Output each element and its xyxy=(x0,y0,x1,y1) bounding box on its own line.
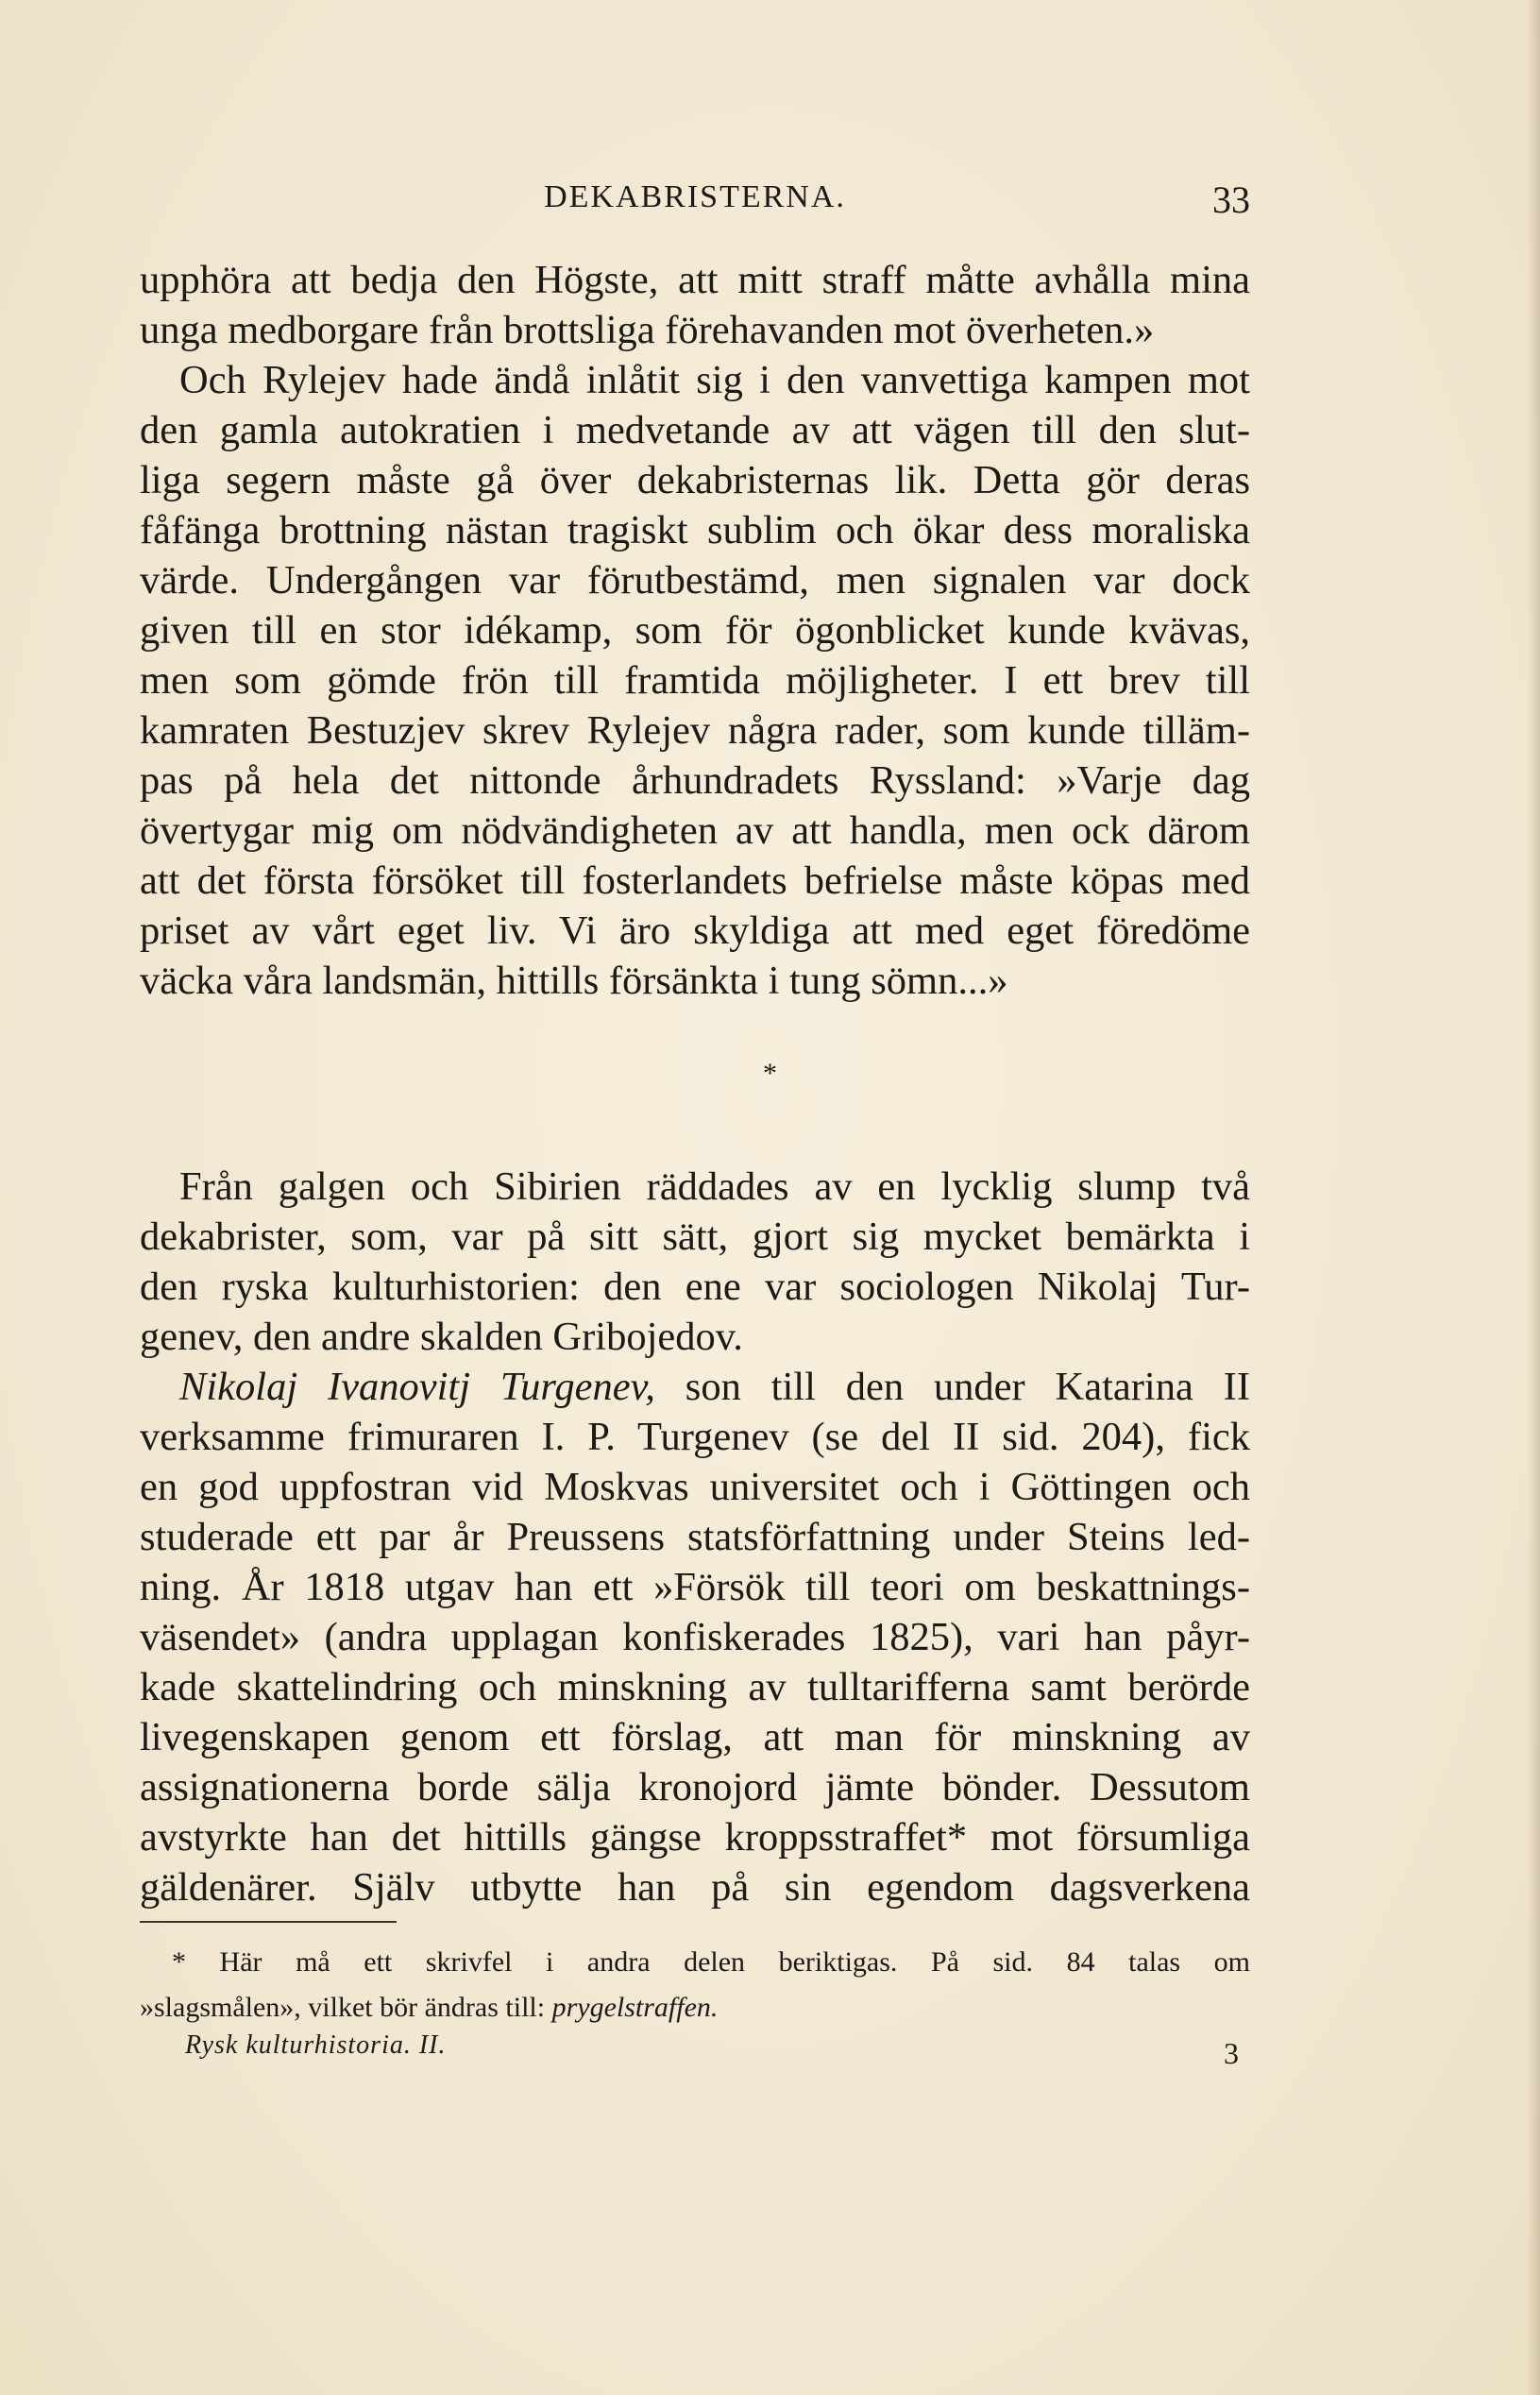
text-line: Från galgen och Sibirien räddades av en lycklig slump två xyxy=(179,1164,1250,1209)
text-line: väcka våra landsmän, hittills försänkta i tung sömn...» xyxy=(140,959,1008,1003)
text-line: men som gömde frön till framtida möjligheter. I ett brev till xyxy=(140,658,1250,703)
footnote-rule xyxy=(140,1921,397,1923)
text-line: verksamme frimuraren I. P. Turgenev (se del II sid. 204), fick xyxy=(140,1415,1250,1459)
text-line: pas på hela det nittonde århundradets Ryssland: »Varje dag xyxy=(140,758,1250,803)
text-line: upphöra att bedja den Högste, att mitt straff måtte avhålla mina xyxy=(140,258,1250,302)
text-line: assignationerna borde sälja kronojord jämte bönder. Dessutom xyxy=(140,1765,1250,1809)
running-head xyxy=(140,179,1250,232)
text-line: dekabrister, som, var på sitt sätt, gjort sig mycket bemärkta i xyxy=(140,1214,1250,1259)
text-line: studerade ett par år Preussens statsförfattning under Steins led- xyxy=(140,1515,1250,1559)
paragraph-a xyxy=(140,255,1250,1006)
text-line: väsendet» (andra upplagan konfiskerades 1825), vari han påyr- xyxy=(140,1615,1250,1659)
text-line: priset av vårt eget liv. Vi äro skyldiga att med eget föredöme xyxy=(140,909,1250,953)
text-line: Och Rylejev hade ändå inlåtit sig i den vanvettiga kampen mot xyxy=(179,358,1250,402)
text-line: genev, den andre skalden Gribojedov. xyxy=(140,1315,743,1359)
signature-row xyxy=(140,2029,1250,2076)
text-line: liga segern måste gå över dekabristernas lik. Detta gör deras xyxy=(140,458,1250,502)
text-line: kade skattelindring och minskning av tulltarifferna samt berörde xyxy=(140,1665,1250,1709)
text-line: gäldenärer. Själv utbytte han på sin egendom dagsverkena xyxy=(140,1865,1250,1910)
text-line: värde. Undergången var förutbestämd, men signalen var dock xyxy=(140,558,1250,603)
text-line: kamraten Bestuzjev skrev Rylejev några rader, som kunde tilläm- xyxy=(140,708,1250,753)
text-line-with-name xyxy=(140,1362,1250,1412)
footnote-italic-term: prygelstraffen. xyxy=(551,1992,719,2023)
page-edge-shadow xyxy=(1527,0,1540,2395)
running-title: DEKABRISTERNA. xyxy=(544,179,846,214)
signature-title: Rysk kulturhistoria. II. xyxy=(185,2030,447,2060)
person-name: Nikolaj Ivanovitj Turgenev, xyxy=(179,1365,655,1409)
text-line: den gamla autokratien i medvetande av att vägen till den slut- xyxy=(140,408,1250,452)
paragraph-b xyxy=(140,1162,1250,1912)
text-line: en god uppfostran vid Moskvas universitet och i Göttingen och xyxy=(140,1465,1250,1509)
footnote-line: * Här må ett skrivfel i andra delen beriktigas. På sid. 84 talas om xyxy=(172,1946,1250,1978)
text-line: unga medborgare från brottsliga förehavanden mot överheten.» xyxy=(140,308,1155,352)
section-break: * xyxy=(763,1058,777,1089)
footnote-line xyxy=(140,1985,1250,2030)
text-line: ning. År 1818 utgav han ett »Försök till teori om beskattnings- xyxy=(140,1565,1250,1609)
footnote xyxy=(140,1940,1250,2030)
text-line: övertygar mig om nödvändigheten av att handla, men ock därom xyxy=(140,808,1250,853)
text-line: livegenskapen genom ett förslag, att man för minskning av xyxy=(140,1715,1250,1759)
text-line: avstyrkte han det hittills gängse kroppsstraffet* mot försumliga xyxy=(140,1815,1250,1860)
text-fragment: son till den under Katarina II xyxy=(654,1365,1250,1409)
text-line: att det första försöket till fosterlandets befrielse måste köpas med xyxy=(140,858,1250,903)
page-number: 33 xyxy=(1212,178,1250,221)
footnote-text: »slagsmålen», vilket bör ändras till: xyxy=(140,1992,552,2023)
text-line: den ryska kulturhistorien: den ene var sociologen Nikolaj Tur- xyxy=(140,1265,1250,1309)
signature-mark: 3 xyxy=(1224,2036,1239,2070)
text-line: given till en stor idékamp, som för ögonblicket kunde kvävas, xyxy=(140,608,1250,653)
text-line: fåfänga brottning nästan tragiskt sublim och ökar dess moraliska xyxy=(140,508,1250,552)
